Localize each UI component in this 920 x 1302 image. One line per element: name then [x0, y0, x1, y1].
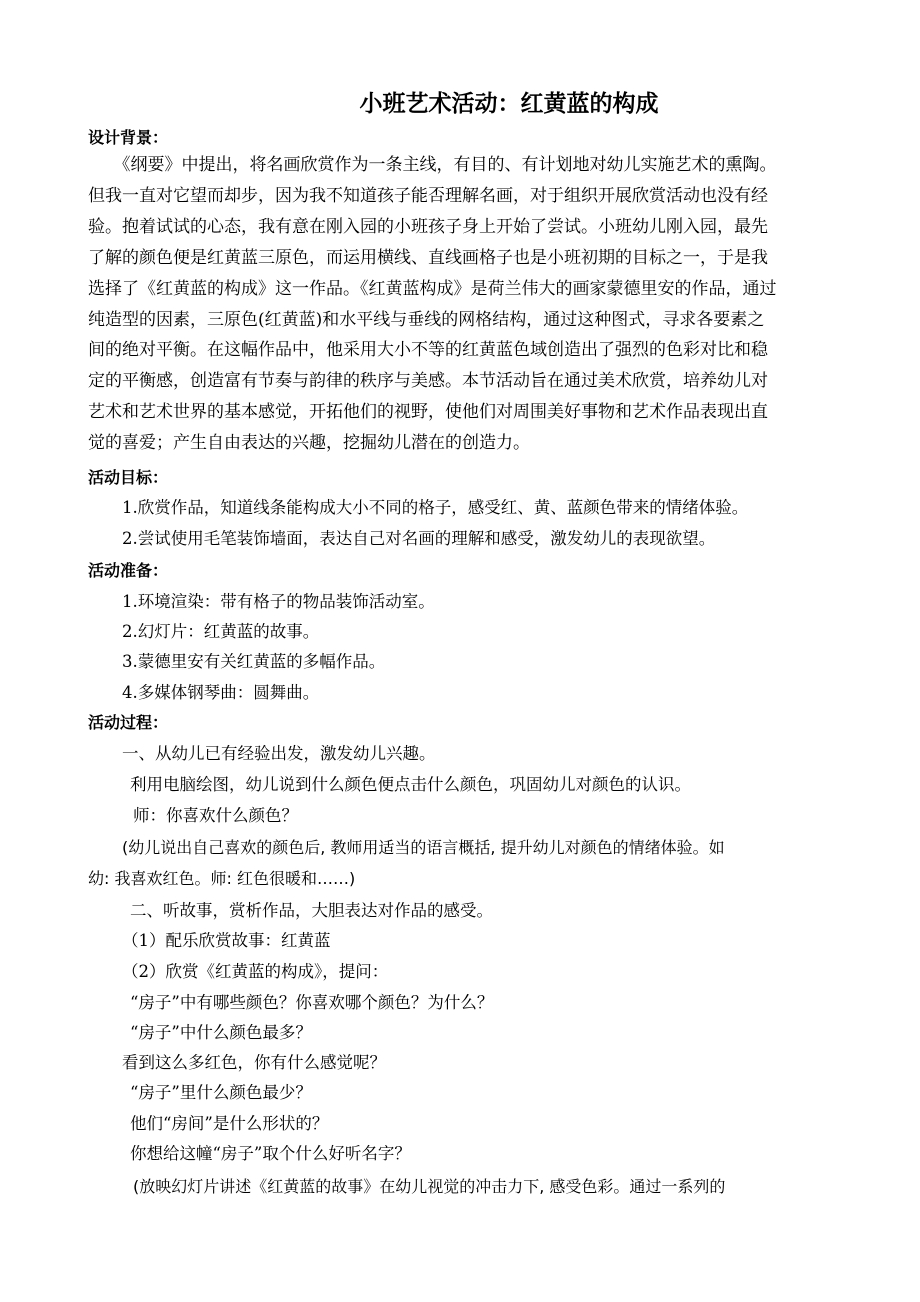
- prep-item: 1.环境渲染：带有格子的物品装饰活动室。: [122, 592, 435, 611]
- heading-process: 活动过程：: [88, 713, 169, 732]
- heading-goals: 活动目标：: [88, 468, 169, 487]
- background-line: 纯造型的因素，三原色(红黄蓝)和水平线与垂线的网格结构，通过这种图式，寻求各要素之: [88, 309, 765, 330]
- prep-item: 3.蒙德里安有关红黄蓝的多幅作品。: [122, 652, 386, 671]
- process-text: 利用电脑绘图，幼儿说到什么颜色便点击什么颜色，巩固幼儿对颜色的认识。: [130, 775, 691, 794]
- background-line: 间的绝对平衡。在这幅作品中，他采用大小不等的红黄蓝色域创造出了强烈的色彩对比和稳: [88, 340, 768, 361]
- background-line: 艺术和艺术世界的基本感觉，开拓他们的视野，使他们对周围美好事物和艺术作品表现出直: [88, 402, 768, 423]
- question-item: “房子”里什么颜色最少？: [130, 1083, 312, 1102]
- question-item: 他们“房间”是什么形状的？: [130, 1114, 329, 1133]
- process-note: (幼儿说出自己喜欢的颜色后, 教师用适当的语言概括, 提升幼儿对颜色的情绪体验。如: [122, 838, 725, 857]
- background-line: 《纲要》中提出，将名画欣赏作为一条主线，有目的、有计划地对幼儿实施艺术的熏陶。: [88, 155, 777, 175]
- background-line: 验。抱着试试的心态，我有意在刚入园的小班孩子身上开始了尝试。小班幼儿刚入园，最先: [88, 216, 768, 237]
- process-text: （1）配乐欣赏故事：红黄蓝: [122, 931, 331, 950]
- process-note: (放映幻灯片讲述《红黄蓝的故事》在幼儿视觉的冲击力下, 感受色彩。通过一系列的: [133, 1177, 726, 1196]
- prep-item: 4.多媒体钢琴曲：圆舞曲。: [122, 683, 320, 702]
- process-text: （2）欣赏《红黄蓝的构成》，提问：: [122, 962, 389, 981]
- background-line: 选择了《红黄蓝的构成》这一作品。《红黄蓝构成》是荷兰伟大的画家蒙德里安的作品，通过: [88, 278, 777, 299]
- process-text: 师：你喜欢什么颜色？: [133, 806, 298, 825]
- process-step: 二、听故事，赏析作品，大胆表达对作品的感受。: [130, 901, 493, 920]
- heading-background: 设计背景：: [88, 128, 169, 147]
- document-title: 小班艺术活动：红黄蓝的构成: [359, 91, 659, 117]
- question-item: “房子”中什么颜色最多？: [130, 1023, 312, 1042]
- process-step: 一、从幼儿已有经验出发，激发幼儿兴趣。: [122, 744, 436, 763]
- prep-item: 2.幻灯片：红黄蓝的故事。: [122, 622, 320, 641]
- background-line: 定的平衡感，创造富有节奏与韵律的秩序与美感。本节活动旨在通过美术欣赏，培养幼儿对: [88, 371, 768, 392]
- heading-prep: 活动准备：: [88, 561, 169, 580]
- question-item: “房子”中有哪些颜色？你喜欢哪个颜色？为什么？: [130, 993, 494, 1012]
- goal-item: 2.尝试使用毛笔装饰墙面，表达自己对名画的理解和感受，激发幼儿的表现欲望。: [122, 529, 716, 548]
- background-paragraph: [88, 150, 836, 459]
- goal-item: 1.欣赏作品，知道线条能构成大小不同的格子，感受红、黄、蓝颜色带来的情绪体验。: [122, 498, 749, 517]
- question-item: 看到这么多红色，你有什么感觉呢？: [122, 1053, 386, 1072]
- question-item: 你想给这幢“房子”取个什么好听名字？: [130, 1144, 411, 1163]
- background-line: 但我一直对它望而却步，因为我不知道孩子能否理解名画，对于组织开展欣赏活动也没有经: [88, 185, 768, 206]
- process-note: 幼: 我喜欢红色。师: 红色很暖和……): [88, 869, 356, 888]
- background-line: 了解的颜色便是红黄蓝三原色，而运用横线、直线画格子也是小班初期的目标之一，于是我: [88, 247, 768, 268]
- background-line: 觉的喜爱；产生自由表达的兴趣，挖掘幼儿潜在的创造力。: [88, 433, 530, 454]
